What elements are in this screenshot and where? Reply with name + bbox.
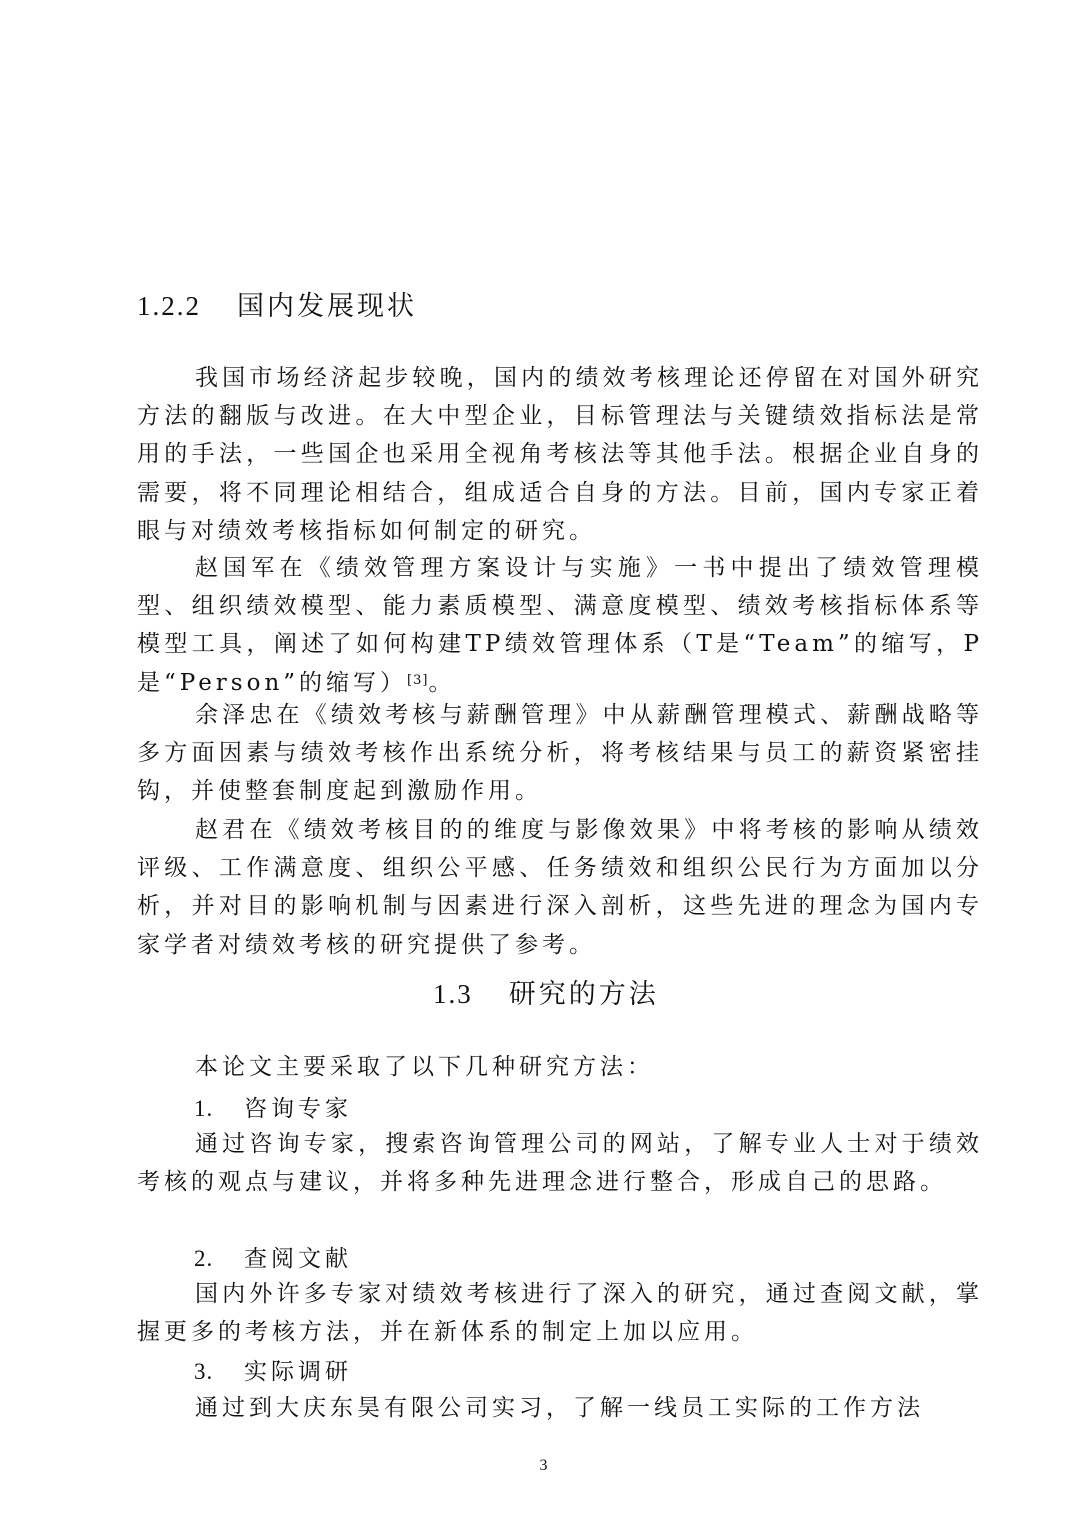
section-title: 国内发展现状 [237,291,417,322]
method-heading-3 [194,1353,352,1386]
method-heading-1 [194,1090,352,1123]
citation-reference: [3] [407,672,429,688]
paragraph-zhao-guojun [137,549,983,702]
method-text-3: 通过到大庆东昊有限公司实习，了解一线员工实际的工作方法 [195,1395,924,1421]
method-number: 2. [194,1246,214,1271]
paragraph-yu-zezhong: 余泽忠在《绩效考核与薪酬管理》中从薪酬管理模式、薪酬战略等多方面因素与绩效考核作出系统分析，将考核结果与员工的薪资紧密挂钩，并使整套制度起到激励作用。 [137,702,983,805]
method-title: 咨询专家 [244,1096,352,1122]
method-heading-2 [194,1240,352,1273]
method-title: 实际调研 [244,1359,352,1385]
section-heading-1-3 [433,972,659,1011]
section-number: 1.2.2 [137,291,201,321]
paragraph-methods-intro: 本论文主要采取了以下几种研究方法： [195,1054,654,1080]
paragraph-zhao-jun: 赵君在《绩效考核目的的维度与影像效果》中将考核的影响从绩效评级、工作满意度、组织公平感、任务绩效和组织公民行为方面加以分析，并对目的影响机制与因素进行深入剖析，这些先进的理念为国内专家学者对绩效考核的研究提供了参考。 [137,817,983,958]
citation-tail: 。 [428,669,456,696]
page-number: 3 [539,1457,548,1474]
method-text-2: 国内外许多专家对绩效考核进行了深入的研究，通过查阅文献，掌握更多的考核方法，并在新体系的制定上加以应用。 [137,1281,983,1346]
method-number: 1. [194,1096,214,1121]
section-title: 研究的方法 [508,979,659,1010]
paragraph-text: 赵国军在《绩效管理方案设计与实施》一书中提出了绩效管理模型、组织绩效模型、能力素质模型、满意度模型、绩效考核指标体系等模型工具，阐述了如何构建TP绩效管理体系（T是“Team”的缩写，P是“Person”的缩写） [137,555,983,696]
section-heading-1-2-2 [137,284,417,323]
method-number: 3. [194,1359,214,1384]
method-text-1: 通过咨询专家，搜索咨询管理公司的网站，了解专业人士对于绩效考核的观点与建议，并将多种先进理念进行整合，形成自己的思路。 [137,1131,983,1196]
section-number: 1.3 [433,979,473,1009]
paragraph-domestic-status: 我国市场经济起步较晚，国内的绩效考核理论还停留在对国外研究方法的翻版与改进。在大中型企业，目标管理法与关键绩效指标法是常用的手法，一些国企也采用全视角考核法等其他手法。根据企业自身的需要，将不同理论相结合，组成适合自身的方法。目前，国内专家正着眼与对绩效考核指标如何制定的研究。 [137,365,983,544]
method-title: 查阅文献 [244,1246,352,1272]
